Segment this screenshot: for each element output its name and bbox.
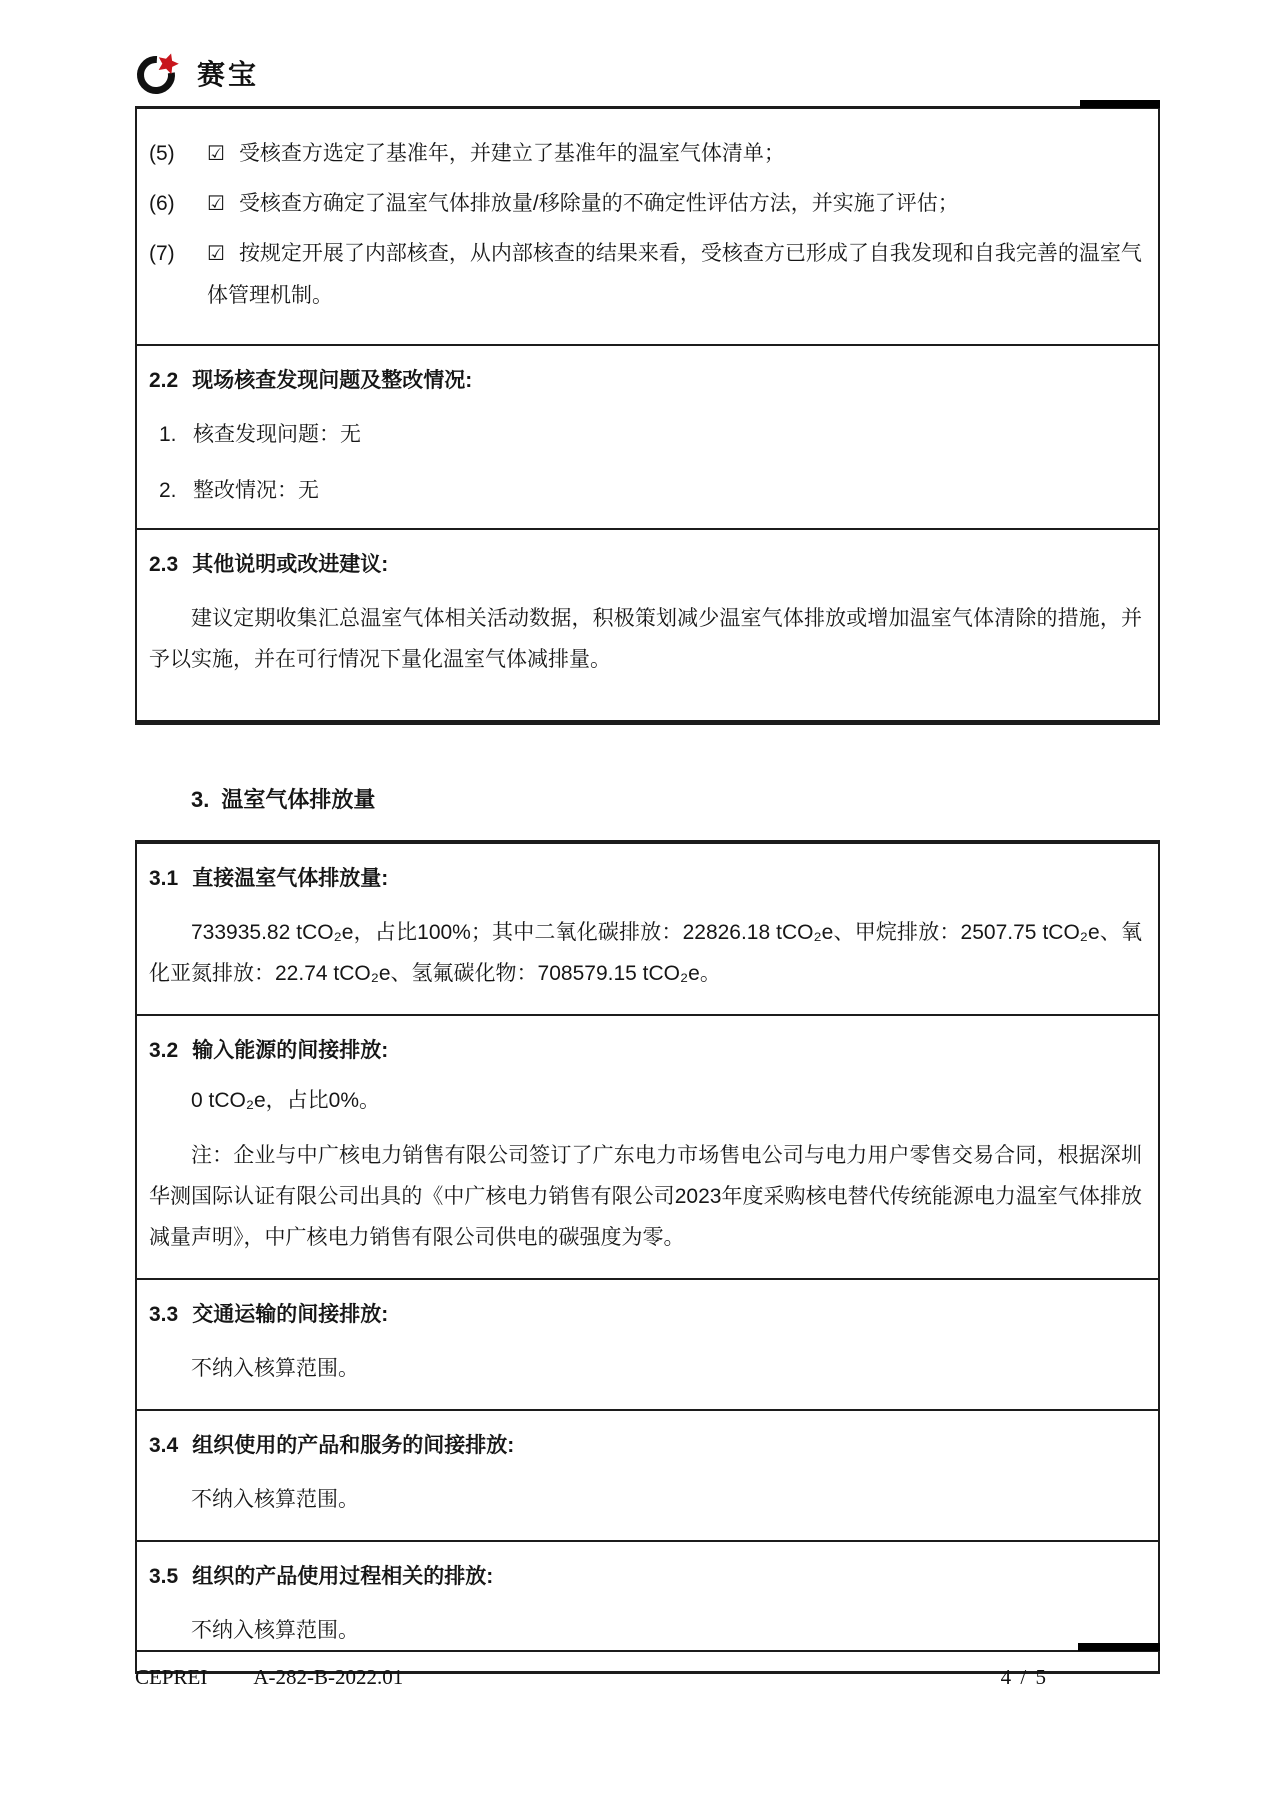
- checklist-item: [149, 183, 1142, 225]
- footer-org: CEPREI: [135, 1665, 208, 1689]
- section-heading: [149, 366, 1142, 396]
- checked-checkbox-icon: ☑: [207, 243, 225, 265]
- section-3-2: [137, 1016, 1158, 1280]
- verification-findings-table: [135, 106, 1160, 725]
- checked-checkbox-icon: ☑: [207, 193, 225, 215]
- section-2-2: [137, 346, 1158, 530]
- section-heading: [149, 1562, 1142, 1592]
- item-number: 1.: [159, 423, 177, 446]
- section-title: 输入能源的间接排放:: [192, 1039, 389, 1062]
- item-number: (7): [149, 242, 175, 265]
- section-3-heading: [191, 783, 1160, 814]
- section-title: 组织使用的产品和服务的间接排放:: [192, 1434, 515, 1457]
- item-number: (5): [149, 142, 175, 165]
- section-title: 交通运输的间接排放:: [192, 1303, 389, 1326]
- section-body: 733935.82 tCO₂e，占比100%；其中二氧化碳排放：22826.18 tCO₂e、甲烷排放：2507.75 tCO₂e、氧化亚氮排放：22.74 tCO₂e、氢氟碳化物：708579.15 tCO₂e。: [149, 921, 1142, 985]
- section-number: 3.4: [149, 1434, 179, 1457]
- section-title: 现场核查发现问题及整改情况:: [192, 369, 473, 392]
- section-body: 不纳入核算范围。: [191, 1357, 359, 1380]
- section-body: 不纳入核算范围。: [191, 1488, 359, 1511]
- item-text: 受核查方确定了温室气体排放量/移除量的不确定性评估方法，并实施了评估；: [238, 192, 959, 215]
- section-number: 2.2: [149, 369, 179, 392]
- item-number: (6): [149, 192, 175, 215]
- footer-rule: [135, 1650, 1160, 1652]
- section-heading: [149, 864, 1142, 894]
- emission-note: 注：企业与中广核电力销售有限公司签订了广东电力市场售电公司与电力用户零售交易合同，根据深圳华测国际认证有限公司出具的《中广核电力销售有限公司2023年度采购核电替代传统能源电力温室气体排放减量声明》，中广核电力销售有限公司供电的碳强度为零。: [149, 1144, 1142, 1249]
- list-item: [159, 418, 1142, 452]
- section-title: 组织的产品使用过程相关的排放:: [192, 1565, 494, 1588]
- footer-rule-end-bar: [1078, 1643, 1160, 1651]
- section-number: 3.: [191, 787, 210, 812]
- section-heading: [149, 1300, 1142, 1330]
- header-rule-end-bar: [1080, 100, 1160, 108]
- emission-value: 0 tCO₂e，占比0%。: [191, 1089, 381, 1112]
- section-body: 建议定期收集汇总温室气体相关活动数据，积极策划减少温室气体排放或增加温室气体清除的措施，并予以实施，并在可行情况下量化温室气体减排量。: [149, 607, 1142, 671]
- checklist-item: [149, 133, 1142, 175]
- cepre-logo-icon: [135, 51, 181, 95]
- section-2-3: [137, 530, 1158, 720]
- section-3-1: [137, 844, 1158, 1016]
- section-number: 3.1: [149, 867, 179, 890]
- page-footer: [135, 1650, 1160, 1690]
- item-text: 按规定开展了内部核查，从内部核查的结果来看，受核查方已形成了自我发现和自我完善的温室气体管理机制。: [207, 242, 1142, 307]
- section-title: 直接温室气体排放量:: [192, 867, 389, 890]
- checklist-item: [149, 233, 1142, 316]
- section-heading: [149, 1431, 1142, 1461]
- section-3-4: [137, 1411, 1158, 1542]
- section-body: 不纳入核算范围。: [191, 1619, 359, 1642]
- item-text: 受核查方选定了基准年，并建立了基准年的温室气体清单；: [238, 142, 785, 165]
- checklist-section: [137, 109, 1158, 346]
- list-item: [159, 474, 1142, 508]
- page-number: 4 / 5: [1000, 1665, 1048, 1689]
- item-text: 整改情况：无: [193, 479, 319, 502]
- section-number: 3.2: [149, 1039, 179, 1062]
- footer-doc-code: A-282-B-2022.01: [253, 1665, 404, 1689]
- brand-header: [135, 50, 1160, 96]
- section-number: 2.3: [149, 553, 179, 576]
- item-text: 核查发现问题：无: [193, 423, 361, 446]
- section-heading: [149, 1036, 1142, 1066]
- item-number: 2.: [159, 479, 177, 502]
- brand-name: 赛宝: [197, 59, 260, 90]
- section-number: 3.3: [149, 1303, 179, 1326]
- section-title: 温室气体排放量: [221, 787, 376, 812]
- ghg-emissions-table: [135, 840, 1160, 1674]
- section-number: 3.5: [149, 1565, 179, 1588]
- section-heading: [149, 550, 1142, 580]
- section-3-3: [137, 1280, 1158, 1411]
- section-title: 其他说明或改进建议:: [192, 553, 389, 576]
- checked-checkbox-icon: ☑: [207, 143, 225, 165]
